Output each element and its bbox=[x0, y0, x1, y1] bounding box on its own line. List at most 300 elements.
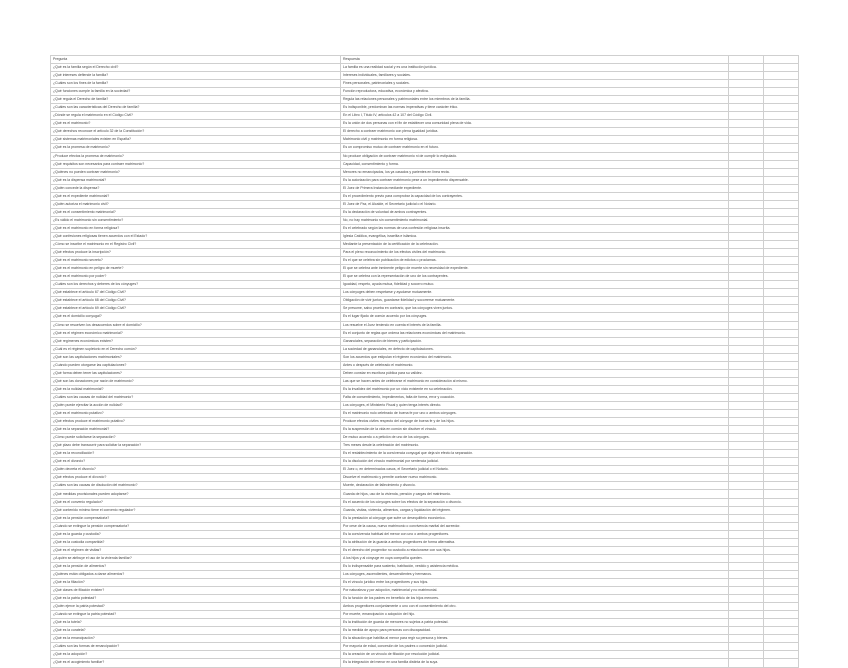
empty-cell bbox=[764, 554, 799, 562]
table-row bbox=[51, 224, 799, 232]
question-cell: ¿Cuáles son los derechos y deberes de los cónyuges? bbox=[51, 281, 341, 289]
question-cell: ¿Cuáles son las causas de nulidad del matrimonio? bbox=[51, 393, 341, 401]
empty-cell bbox=[764, 498, 799, 506]
table-row bbox=[51, 321, 799, 329]
empty-cell bbox=[764, 619, 799, 627]
table-row bbox=[51, 128, 799, 136]
question-cell: ¿Qué funciones cumple la familia en la sociedad? bbox=[51, 88, 341, 96]
empty-cell bbox=[764, 442, 799, 450]
empty-cell bbox=[729, 651, 764, 659]
table-row bbox=[51, 152, 799, 160]
empty-cell bbox=[729, 434, 764, 442]
table-row bbox=[51, 482, 799, 490]
question-cell: ¿Es válido el matrimonio sin consentimiento? bbox=[51, 216, 341, 224]
question-cell: ¿Qué regula el Derecho de familia? bbox=[51, 96, 341, 104]
table-row bbox=[51, 643, 799, 651]
table-row bbox=[51, 329, 799, 337]
empty-cell bbox=[764, 152, 799, 160]
question-cell: ¿Qué efectos produce la inscripción? bbox=[51, 249, 341, 257]
table-row bbox=[51, 104, 799, 112]
question-cell: ¿Qué es el régimen económico matrimonial? bbox=[51, 329, 341, 337]
table-row bbox=[51, 361, 799, 369]
table-row bbox=[51, 530, 799, 538]
answer-cell: Las que se hacen antes de celebrarse el matrimonio en consideración al mismo. bbox=[341, 377, 729, 385]
empty-cell bbox=[764, 546, 799, 554]
answer-cell: Es el lugar fijado de común acuerdo por los cónyuges. bbox=[341, 313, 729, 321]
empty-cell bbox=[729, 611, 764, 619]
empty-cell bbox=[729, 144, 764, 152]
empty-cell bbox=[764, 160, 799, 168]
empty-cell bbox=[764, 514, 799, 522]
empty-cell bbox=[729, 321, 764, 329]
question-cell: ¿Qué es el expediente matrimonial? bbox=[51, 192, 341, 200]
empty-cell bbox=[764, 200, 799, 208]
answer-cell: Guarda, visitas, vivienda, alimentos, cargas y liquidación del régimen. bbox=[341, 506, 729, 514]
answer-cell: A los hijos y al cónyuge en cuya compañía queden. bbox=[341, 554, 729, 562]
answer-cell: Antes o después de celebrado el matrimonio. bbox=[341, 361, 729, 369]
empty-cell bbox=[764, 490, 799, 498]
empty-cell bbox=[764, 482, 799, 490]
question-cell: ¿Cómo se resuelven los desacuerdos sobre el domicilio? bbox=[51, 321, 341, 329]
table-row bbox=[51, 466, 799, 474]
empty-cell bbox=[729, 265, 764, 273]
answer-cell: Capacidad, consentimiento y forma. bbox=[341, 160, 729, 168]
empty-cell bbox=[729, 627, 764, 635]
empty-cell bbox=[729, 401, 764, 409]
question-cell: ¿Cuándo pueden otorgarse las capitulaciones? bbox=[51, 361, 341, 369]
question-cell: ¿Cuáles son las formas de emancipación? bbox=[51, 643, 341, 651]
empty-cell bbox=[764, 361, 799, 369]
table-row bbox=[51, 265, 799, 273]
question-cell: ¿Qué es la nulidad matrimonial? bbox=[51, 385, 341, 393]
empty-cell bbox=[764, 232, 799, 240]
table-row bbox=[51, 160, 799, 168]
empty-cell bbox=[729, 224, 764, 232]
table-row bbox=[51, 192, 799, 200]
answer-cell: Por cese de la causa, nuevo matrimonio o convivencia marital del acreedor. bbox=[341, 522, 729, 530]
empty-cell bbox=[764, 96, 799, 104]
answer-cell: Es la creación de un vínculo de filiación por resolución judicial. bbox=[341, 651, 729, 659]
table-row bbox=[51, 377, 799, 385]
answer-cell: Iglesia Católica, evangélica, israelita e islámica. bbox=[341, 232, 729, 240]
empty-cell bbox=[729, 281, 764, 289]
question-cell: ¿Qué es el acogimiento familiar? bbox=[51, 659, 341, 667]
question-cell: ¿Qué es el divorcio? bbox=[51, 458, 341, 466]
empty-cell bbox=[729, 418, 764, 426]
table-row bbox=[51, 474, 799, 482]
empty-cell bbox=[764, 257, 799, 265]
answer-cell: No, no hay matrimonio sin consentimiento matrimonial. bbox=[341, 216, 729, 224]
empty-cell bbox=[764, 249, 799, 257]
empty-cell bbox=[729, 160, 764, 168]
spreadsheet bbox=[50, 55, 798, 668]
empty-cell bbox=[764, 329, 799, 337]
empty-cell bbox=[729, 249, 764, 257]
table-row bbox=[51, 289, 799, 297]
table-row bbox=[51, 490, 799, 498]
question-cell: ¿Qué es el matrimonio putativo? bbox=[51, 410, 341, 418]
empty-cell bbox=[729, 587, 764, 595]
empty-cell bbox=[764, 410, 799, 418]
table-row bbox=[51, 273, 799, 281]
table-row bbox=[51, 80, 799, 88]
answer-cell: Por mayoría de edad, concesión de los padres o concesión judicial. bbox=[341, 643, 729, 651]
answer-cell: Es la suspensión de la vida en común sin disolver el vínculo. bbox=[341, 426, 729, 434]
header-answer: Respuesta bbox=[341, 56, 729, 64]
empty-cell bbox=[729, 410, 764, 418]
answer-cell: Es la declaración de voluntad de ambos contrayentes. bbox=[341, 208, 729, 216]
empty-cell bbox=[729, 192, 764, 200]
empty-cell bbox=[764, 579, 799, 587]
question-cell: ¿Qué es la emancipación? bbox=[51, 635, 341, 643]
empty-cell bbox=[729, 200, 764, 208]
question-cell: ¿Qué plazo debe transcurrir para solicitar la separación? bbox=[51, 442, 341, 450]
question-cell: ¿Qué es la filiación? bbox=[51, 579, 341, 587]
answer-cell: Es la función de los padres en beneficio de los hijos menores. bbox=[341, 595, 729, 603]
empty-cell bbox=[729, 490, 764, 498]
empty-cell bbox=[764, 321, 799, 329]
empty-cell bbox=[729, 112, 764, 120]
question-cell: ¿Quién puede ejercitar la acción de nulidad? bbox=[51, 401, 341, 409]
table-row bbox=[51, 538, 799, 546]
empty-cell bbox=[764, 112, 799, 120]
answer-cell: La sociedad de gananciales, en defecto de capitulaciones. bbox=[341, 345, 729, 353]
empty-cell bbox=[764, 208, 799, 216]
empty-cell bbox=[729, 474, 764, 482]
empty-cell bbox=[764, 168, 799, 176]
table-row bbox=[51, 385, 799, 393]
answer-cell: Ambos progenitores conjuntamente o uno con el consentimiento del otro. bbox=[341, 603, 729, 611]
question-cell: ¿Qué forma deben tener las capitulaciones? bbox=[51, 369, 341, 377]
question-cell: ¿Quién ejerce la patria potestad? bbox=[51, 603, 341, 611]
answer-cell: Es el conjunto de reglas que ordena las relaciones económicas del matrimonio. bbox=[341, 329, 729, 337]
answer-cell: Es el que se celebra sin publicación de edictos o proclamas. bbox=[341, 257, 729, 265]
answer-cell: Igualdad, respeto, ayuda mutua, fidelidad y socorro mutuo. bbox=[341, 281, 729, 289]
empty-cell bbox=[764, 369, 799, 377]
table-row bbox=[51, 241, 799, 249]
table-row bbox=[51, 208, 799, 216]
answer-cell: Por muerte, emancipación o adopción del hijo. bbox=[341, 611, 729, 619]
question-cell: ¿Qué confesiones religiosas tienen acuerdos con el Estado? bbox=[51, 232, 341, 240]
empty-cell bbox=[729, 450, 764, 458]
empty-cell bbox=[729, 546, 764, 554]
table-row bbox=[51, 249, 799, 257]
answer-cell: Falta de consentimiento, impedimentos, falta de forma, error y coacción. bbox=[341, 393, 729, 401]
question-cell: ¿Qué regímenes económicos existen? bbox=[51, 337, 341, 345]
question-cell: ¿Qué son las donaciones por razón de matrimonio? bbox=[51, 377, 341, 385]
empty-cell bbox=[729, 176, 764, 184]
answer-cell: Mediante la presentación de la certificación de la celebración. bbox=[341, 241, 729, 249]
table-row bbox=[51, 458, 799, 466]
empty-cell bbox=[729, 530, 764, 538]
answer-cell: Guarda de hijos, uso de la vivienda, pensión y cargas del matrimonio. bbox=[341, 490, 729, 498]
table-row bbox=[51, 313, 799, 321]
answer-cell: El Juez de Primera Instancia mediante expediente. bbox=[341, 184, 729, 192]
empty-cell bbox=[729, 305, 764, 313]
header-row bbox=[51, 56, 799, 64]
empty-cell bbox=[764, 530, 799, 538]
question-cell: ¿Quiénes están obligados a darse alimentos? bbox=[51, 570, 341, 578]
table-row bbox=[51, 393, 799, 401]
answer-cell: Es la atribución de la guarda a ambos progenitores de forma alternativa. bbox=[341, 538, 729, 546]
table-row bbox=[51, 514, 799, 522]
empty-cell bbox=[729, 104, 764, 112]
table-row bbox=[51, 570, 799, 578]
header-empty bbox=[764, 56, 799, 64]
empty-cell bbox=[729, 554, 764, 562]
answer-cell: Es el acuerdo de los cónyuges sobre los efectos de la separación o divorcio. bbox=[341, 498, 729, 506]
answer-cell: Intereses individuales, familiares y sociales. bbox=[341, 72, 729, 80]
table-row bbox=[51, 611, 799, 619]
empty-cell bbox=[764, 611, 799, 619]
answer-cell: Es el restablecimiento de la convivencia conyugal que deja sin efecto la separación. bbox=[341, 450, 729, 458]
question-cell: ¿Qué es el convenio regulador? bbox=[51, 498, 341, 506]
question-cell: ¿Qué es la patria potestad? bbox=[51, 595, 341, 603]
empty-cell bbox=[729, 88, 764, 96]
empty-cell bbox=[764, 80, 799, 88]
answer-cell: No produce obligación de contraer matrimonio ni de cumplir lo estipulado. bbox=[341, 152, 729, 160]
question-cell: ¿Quién autoriza el matrimonio civil? bbox=[51, 200, 341, 208]
table-row bbox=[51, 546, 799, 554]
table-row bbox=[51, 200, 799, 208]
answer-cell: Produce efectos civiles respecto del cónyuge de buena fe y de los hijos. bbox=[341, 418, 729, 426]
empty-cell bbox=[729, 184, 764, 192]
empty-cell bbox=[729, 579, 764, 587]
table-row bbox=[51, 345, 799, 353]
question-cell: ¿Produce efectos la promesa de matrimonio? bbox=[51, 152, 341, 160]
empty-cell bbox=[729, 289, 764, 297]
empty-cell bbox=[729, 522, 764, 530]
empty-cell bbox=[764, 224, 799, 232]
answer-cell: Es el vínculo jurídico entre los progenitores y sus hijos. bbox=[341, 579, 729, 587]
empty-cell bbox=[764, 466, 799, 474]
empty-cell bbox=[764, 522, 799, 530]
qa-table bbox=[50, 55, 799, 668]
question-cell: ¿Cuándo se extingue la pensión compensatoria? bbox=[51, 522, 341, 530]
answer-cell: Matrimonio civil y matrimonio en forma religiosa. bbox=[341, 136, 729, 144]
question-cell: ¿Qué requisitos son necesarios para contraer matrimonio? bbox=[51, 160, 341, 168]
empty-cell bbox=[729, 506, 764, 514]
empty-cell bbox=[764, 241, 799, 249]
empty-cell bbox=[729, 619, 764, 627]
empty-cell bbox=[764, 570, 799, 578]
table-row bbox=[51, 168, 799, 176]
answer-cell: Es la autorización para contraer matrimonio pese a un impedimento dispensable. bbox=[341, 176, 729, 184]
question-cell: ¿Qué es la separación matrimonial? bbox=[51, 426, 341, 434]
empty-cell bbox=[764, 192, 799, 200]
answer-cell: Es la disolución del vínculo matrimonial por sentencia judicial. bbox=[341, 458, 729, 466]
question-cell: ¿Qué es la promesa de matrimonio? bbox=[51, 144, 341, 152]
empty-cell bbox=[729, 393, 764, 401]
empty-cell bbox=[764, 418, 799, 426]
table-row bbox=[51, 297, 799, 305]
table-row bbox=[51, 603, 799, 611]
question-cell: ¿Qué es el matrimonio por poder? bbox=[51, 273, 341, 281]
empty-cell bbox=[729, 353, 764, 361]
answer-cell: Fines personales, patrimoniales y sociales. bbox=[341, 80, 729, 88]
empty-cell bbox=[729, 345, 764, 353]
empty-cell bbox=[764, 377, 799, 385]
empty-cell bbox=[764, 635, 799, 643]
question-cell: ¿Cuáles son las causas de disolución del matrimonio? bbox=[51, 482, 341, 490]
empty-cell bbox=[729, 643, 764, 651]
answer-cell: Es un compromiso mutuo de contraer matrimonio en el futuro. bbox=[341, 144, 729, 152]
question-cell: ¿Qué establece el artículo 69 del Código Civil? bbox=[51, 305, 341, 313]
question-cell: ¿Qué es el matrimonio secreto? bbox=[51, 257, 341, 265]
empty-cell bbox=[764, 120, 799, 128]
answer-cell: Son los acuerdos que estipulan el régimen económico del matrimonio. bbox=[341, 353, 729, 361]
table-row bbox=[51, 410, 799, 418]
empty-cell bbox=[764, 88, 799, 96]
empty-cell bbox=[764, 603, 799, 611]
question-cell: ¿Qué establece el artículo 67 del Código Civil? bbox=[51, 289, 341, 297]
empty-cell bbox=[764, 538, 799, 546]
answer-cell: Para el pleno reconocimiento de los efectos civiles del matrimonio. bbox=[341, 249, 729, 257]
empty-cell bbox=[729, 208, 764, 216]
answer-cell: Es el procedimiento previo para comprobar la capacidad de los contrayentes. bbox=[341, 192, 729, 200]
table-row bbox=[51, 522, 799, 530]
empty-cell bbox=[764, 144, 799, 152]
table-row bbox=[51, 112, 799, 120]
empty-cell bbox=[729, 257, 764, 265]
table-row bbox=[51, 96, 799, 104]
table-row bbox=[51, 176, 799, 184]
answer-cell: Los cónyuges deben respetarse y ayudarse mutuamente. bbox=[341, 289, 729, 297]
answer-cell: El derecho a contraer matrimonio con plena igualdad jurídica. bbox=[341, 128, 729, 136]
empty-cell bbox=[764, 305, 799, 313]
answer-cell: Por naturaleza y por adopción, matrimonial y no matrimonial. bbox=[341, 587, 729, 595]
answer-cell: Tres meses desde la celebración del matrimonio. bbox=[341, 442, 729, 450]
answer-cell: Es la unión de dos personas con el fin de establecer una comunidad plena de vida. bbox=[341, 120, 729, 128]
empty-cell bbox=[729, 64, 764, 72]
table-row bbox=[51, 232, 799, 240]
answer-cell: Disuelve el matrimonio y permite contraer nuevo matrimonio. bbox=[341, 474, 729, 482]
empty-cell bbox=[764, 474, 799, 482]
question-cell: ¿Qué es el matrimonio? bbox=[51, 120, 341, 128]
table-row bbox=[51, 579, 799, 587]
table-row bbox=[51, 88, 799, 96]
empty-cell bbox=[729, 232, 764, 240]
answer-cell: El que se celebra ante inminente peligro de muerte sin necesidad de expediente. bbox=[341, 265, 729, 273]
empty-cell bbox=[764, 337, 799, 345]
answer-cell: En el Libro I, Título IV, artículos 42 a 107 del Código Civil. bbox=[341, 112, 729, 120]
empty-cell bbox=[764, 393, 799, 401]
table-row bbox=[51, 442, 799, 450]
question-cell: ¿Qué es la dispensa matrimonial? bbox=[51, 176, 341, 184]
empty-cell bbox=[729, 570, 764, 578]
answer-cell: El Juez o, en determinados casos, el Secretario judicial o el Notario. bbox=[341, 466, 729, 474]
empty-cell bbox=[729, 273, 764, 281]
empty-cell bbox=[764, 216, 799, 224]
answer-cell: Los resuelve el Juez teniendo en cuenta el interés de la familia. bbox=[341, 321, 729, 329]
empty-cell bbox=[764, 273, 799, 281]
empty-cell bbox=[764, 643, 799, 651]
answer-cell: Menores no emancipados, los ya casados y parientes en línea recta. bbox=[341, 168, 729, 176]
question-cell: ¿Qué es la tutela? bbox=[51, 619, 341, 627]
question-cell: ¿Cuáles son las características del Derecho de familia? bbox=[51, 104, 341, 112]
empty-cell bbox=[729, 603, 764, 611]
empty-cell bbox=[764, 587, 799, 595]
question-cell: ¿Qué efectos produce el matrimonio putativo? bbox=[51, 418, 341, 426]
question-cell: ¿A quién se atribuye el uso de la vivienda familiar? bbox=[51, 554, 341, 562]
empty-cell bbox=[729, 562, 764, 570]
empty-cell bbox=[764, 128, 799, 136]
answer-cell: Es indisponible, predominan las normas imperativas y tiene carácter ético. bbox=[341, 104, 729, 112]
empty-cell bbox=[729, 466, 764, 474]
question-cell: ¿Quién concede la dispensa? bbox=[51, 184, 341, 192]
empty-cell bbox=[729, 136, 764, 144]
empty-cell bbox=[764, 651, 799, 659]
question-cell: ¿Cuándo se extingue la patria potestad? bbox=[51, 611, 341, 619]
empty-cell bbox=[729, 120, 764, 128]
answer-cell: La familia es una realidad social y es una institución jurídica. bbox=[341, 64, 729, 72]
question-cell: ¿Qué es la pensión compensatoria? bbox=[51, 514, 341, 522]
empty-cell bbox=[729, 426, 764, 434]
question-cell: ¿Cuál es el régimen supletorio en el Derecho común? bbox=[51, 345, 341, 353]
table-row bbox=[51, 184, 799, 192]
empty-cell bbox=[729, 538, 764, 546]
table-row bbox=[51, 426, 799, 434]
table-row bbox=[51, 401, 799, 409]
answer-cell: Regula las relaciones personales y patrimoniales entre los miembros de la familia. bbox=[341, 96, 729, 104]
empty-cell bbox=[729, 385, 764, 393]
answer-cell: Es la invalidez del matrimonio por un vicio existente en su celebración. bbox=[341, 385, 729, 393]
empty-cell bbox=[729, 297, 764, 305]
empty-cell bbox=[764, 627, 799, 635]
empty-cell bbox=[764, 458, 799, 466]
empty-cell bbox=[764, 450, 799, 458]
answer-cell: Muerte, declaración de fallecimiento y divorcio. bbox=[341, 482, 729, 490]
empty-cell bbox=[729, 498, 764, 506]
question-cell: ¿Qué es el matrimonio en forma religiosa? bbox=[51, 224, 341, 232]
empty-cell bbox=[729, 168, 764, 176]
empty-cell bbox=[729, 329, 764, 337]
empty-cell bbox=[729, 128, 764, 136]
answer-cell: De mutuo acuerdo o a petición de uno de los cónyuges. bbox=[341, 434, 729, 442]
answer-cell: Es la medida de apoyo para personas con discapacidad. bbox=[341, 627, 729, 635]
question-cell: ¿Qué clases de filiación existen? bbox=[51, 587, 341, 595]
empty-cell bbox=[729, 313, 764, 321]
empty-cell bbox=[729, 361, 764, 369]
table-row bbox=[51, 506, 799, 514]
question-cell: ¿Qué es el domicilio conyugal? bbox=[51, 313, 341, 321]
question-cell: ¿Quiénes no pueden contraer matrimonio? bbox=[51, 168, 341, 176]
answer-cell: Los cónyuges, el Ministerio Fiscal y quien tenga interés directo. bbox=[341, 401, 729, 409]
empty-cell bbox=[729, 442, 764, 450]
empty-cell bbox=[729, 72, 764, 80]
empty-cell bbox=[729, 458, 764, 466]
table-row bbox=[51, 120, 799, 128]
question-cell: ¿Qué derechos reconoce el artículo 32 de la Constitución? bbox=[51, 128, 341, 136]
table-row bbox=[51, 305, 799, 313]
empty-cell bbox=[729, 514, 764, 522]
answer-cell: Obligación de vivir juntos, guardarse fidelidad y socorrerse mutuamente. bbox=[341, 297, 729, 305]
table-row bbox=[51, 619, 799, 627]
table-row bbox=[51, 659, 799, 667]
table-row bbox=[51, 337, 799, 345]
answer-cell: Gananciales, separación de bienes y participación. bbox=[341, 337, 729, 345]
question-cell: ¿Cómo se inscribe el matrimonio en el Registro Civil? bbox=[51, 241, 341, 249]
table-row bbox=[51, 281, 799, 289]
question-cell: ¿Qué sistemas matrimoniales existen en España? bbox=[51, 136, 341, 144]
answer-cell: Es el celebrado según las normas de una confesión religiosa inscrita. bbox=[341, 224, 729, 232]
question-cell: ¿Dónde se regula el matrimonio en el Código Civil? bbox=[51, 112, 341, 120]
question-cell: ¿Qué es la familia según el Derecho civil? bbox=[51, 64, 341, 72]
question-cell: ¿Cómo puede solicitarse la separación? bbox=[51, 434, 341, 442]
table-row bbox=[51, 627, 799, 635]
table-row bbox=[51, 72, 799, 80]
table-row bbox=[51, 144, 799, 152]
